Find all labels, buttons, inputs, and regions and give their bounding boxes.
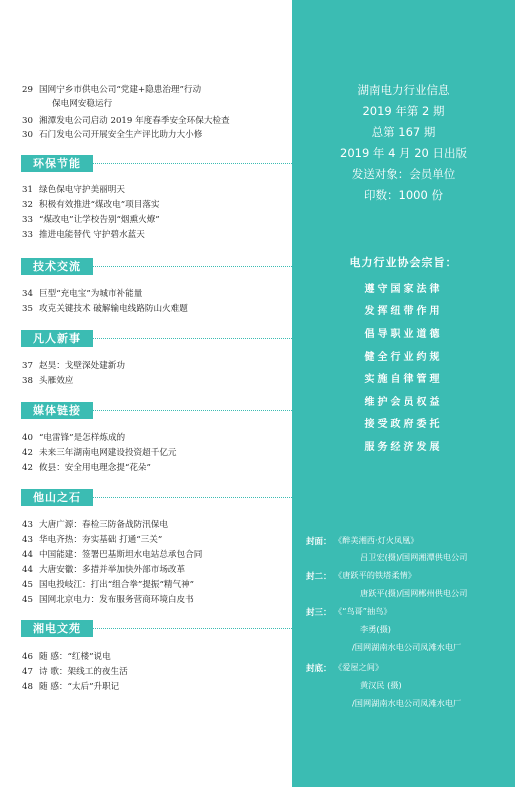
toc-entry[interactable]	[22, 229, 145, 242]
toc-entry[interactable]	[22, 594, 194, 607]
tenet-item: 发挥纽带作用	[364, 306, 443, 317]
cover-credit: 唐跃平(摄)/国网郴州供电公司	[360, 588, 468, 598]
toc-entry[interactable]	[22, 681, 119, 694]
cover-credit: 吕卫宏(摄)/国网湘潭供电公司	[360, 552, 468, 562]
tenet-item: 接受政府委托	[364, 419, 443, 430]
toc-entry[interactable]	[22, 303, 188, 316]
toc-title: 国网宁乡市供电公司“党建+隐患治理”行动	[39, 85, 202, 95]
toc-entry[interactable]	[22, 447, 177, 460]
toc-title: 国电投岐江：打出“组合拳”提振“精气神”	[39, 580, 195, 590]
toc-entry[interactable]	[22, 564, 185, 577]
cover-credit-org: /国网湖南水电公司凤滩水电厂	[352, 698, 462, 708]
cover-credit-org: /国网湖南水电公司凤滩水电厂	[352, 642, 462, 652]
publication-title: 湖南电力行业信息	[357, 83, 450, 97]
cover-label: 封面：	[306, 537, 332, 547]
tenet-item: 健全行业约规	[364, 352, 443, 363]
toc-page-number: 43	[22, 520, 33, 530]
toc-title: 随 感：“太后”升职记	[39, 682, 120, 692]
toc-page-number: 47	[22, 667, 33, 677]
cover-title: 《爱屋之间》	[334, 662, 384, 672]
section-header-environmental-energy: 环保节能	[21, 155, 93, 172]
cover-credit: 李勇(摄)	[360, 624, 391, 634]
toc-title: 未来三年湖南电网建设投资超千亿元	[39, 448, 177, 458]
toc-entry[interactable]	[22, 360, 125, 373]
toc-entry[interactable]	[22, 129, 202, 142]
toc-title: 诗 歌：架线工的夜生活	[39, 667, 128, 677]
toc-page-number: 31	[22, 185, 33, 195]
toc-page-number: 48	[22, 682, 33, 692]
toc-title: 石门发电公司开展安全生产评比助力大小修	[39, 130, 203, 140]
toc-title: “电雷锋”是怎样炼成的	[39, 433, 126, 443]
cover-label: 封三：	[306, 608, 332, 618]
toc-page-number: 33	[22, 230, 33, 240]
section-header-technical-exchange: 技术交流	[21, 258, 93, 275]
toc-page-number: 42	[22, 463, 33, 473]
toc-entry[interactable]	[22, 375, 73, 388]
toc-entry[interactable]	[22, 666, 128, 679]
toc-page-number: 44	[22, 550, 33, 560]
audience: 发送对象：会员单位	[351, 167, 456, 181]
toc-entry[interactable]	[22, 214, 160, 227]
toc-page-number: 34	[22, 289, 33, 299]
toc-title: 赵昊：戈壁深处建新功	[39, 361, 125, 371]
toc-page-number: 29	[22, 85, 33, 95]
toc-entry[interactable]	[22, 199, 160, 212]
tenet-item: 服务经济发展	[364, 442, 443, 453]
cover-title: 《醉美湘西·灯火凤凰》	[334, 535, 419, 545]
toc-title: 国网北京电力：发布服务营商环境白皮书	[39, 595, 194, 605]
toc-page-number: 40	[22, 433, 33, 443]
toc-entry[interactable]	[22, 534, 162, 547]
tenet-item: 倡导职业道德	[364, 329, 443, 340]
toc-title: 湘潭发电公司启动 2019 年度春季安全环保大检查	[39, 116, 230, 126]
toc-page-number: 35	[22, 304, 33, 314]
toc-page-number: 33	[22, 215, 33, 225]
tenet-item: 遵守国家法律	[364, 284, 443, 295]
toc-entry[interactable]	[22, 549, 202, 562]
toc-page-number: 37	[22, 361, 33, 371]
cover-label: 封底：	[306, 664, 332, 674]
section-header-other-mountains: 他山之石	[21, 489, 93, 506]
toc-title: 攸县：安全用电理念提“花朵”	[39, 463, 151, 473]
toc-entry[interactable]	[22, 184, 125, 197]
toc-page-number: 45	[22, 595, 33, 605]
section-header-ordinary-people: 凡人新事	[21, 330, 93, 347]
print-run: 印数：1000 份	[364, 188, 443, 202]
section-header-literary-corner: 湘电文苑	[21, 620, 93, 637]
publication-info-panel	[292, 0, 515, 787]
publication-date: 2019 年 4 月 20 日出版	[340, 146, 467, 160]
toc-title: 华电齐热：夯实基础 打通“三关”	[39, 535, 163, 545]
section-header-media-links: 媒体链接	[21, 402, 93, 419]
toc-entry[interactable]	[22, 84, 201, 97]
toc-page-number: 42	[22, 448, 33, 458]
cover-title: 《唐跃平的铁塔柔情》	[334, 570, 416, 580]
toc-page-number: 44	[22, 565, 33, 575]
toc-title: 保电网安稳运行	[52, 99, 113, 109]
toc-page-number: 45	[22, 580, 33, 590]
toc-title: 积极有效推进“煤改电”项目落实	[39, 200, 160, 210]
toc-title: 绿色保电守护美丽明天	[39, 185, 125, 195]
toc-entry[interactable]	[22, 579, 194, 592]
toc-title: 随 感：“红楼”说电	[39, 652, 111, 662]
toc-entry[interactable]	[22, 432, 125, 445]
toc-page-number: 30	[22, 130, 33, 140]
toc-title: 攻克关键技术 破解输电线路防山火难题	[39, 304, 188, 314]
toc-page-number: 38	[22, 376, 33, 386]
tenets-title: 电力行业协会宗旨：	[349, 256, 458, 269]
toc-title: 大唐广源：春检三防备战防汛保电	[39, 520, 168, 530]
total-issue-number: 总第 167 期	[371, 125, 436, 139]
toc-title: “煤改电”让学校告别“烟熏火燎”	[39, 215, 160, 225]
tenet-item: 维护会员权益	[364, 397, 443, 408]
toc-entry[interactable]	[22, 115, 230, 128]
toc-entry[interactable]	[22, 651, 111, 664]
toc-page-number: 46	[22, 652, 33, 662]
cover-label: 封二：	[306, 572, 332, 582]
cover-credit: 黄汉民 (摄)	[360, 680, 402, 690]
toc-entry[interactable]	[22, 462, 151, 475]
cover-title: 《“鸟哥”抽鸟》	[334, 606, 392, 616]
toc-title: 大唐安徽：多措并举加快外部市场改革	[39, 565, 186, 575]
toc-title: 头雁效应	[39, 376, 74, 386]
toc-title: 中国能建：签署巴基斯坦水电站总承包合同	[39, 550, 203, 560]
toc-title: 巨型“充电宝”为城市补能量	[39, 289, 143, 299]
toc-page-number: 43	[22, 535, 33, 545]
toc-page-number: 32	[22, 200, 33, 210]
tenet-item: 实施自律管理	[364, 374, 443, 385]
toc-entry[interactable]	[22, 519, 168, 532]
toc-page-number: 30	[22, 116, 33, 126]
toc-entry-continued[interactable]	[52, 98, 112, 111]
toc-title: 推进电能替代 守护碧水蓝天	[39, 230, 145, 240]
toc-entry[interactable]	[22, 288, 142, 301]
issue-number: 2019 年第 2 期	[362, 104, 445, 118]
